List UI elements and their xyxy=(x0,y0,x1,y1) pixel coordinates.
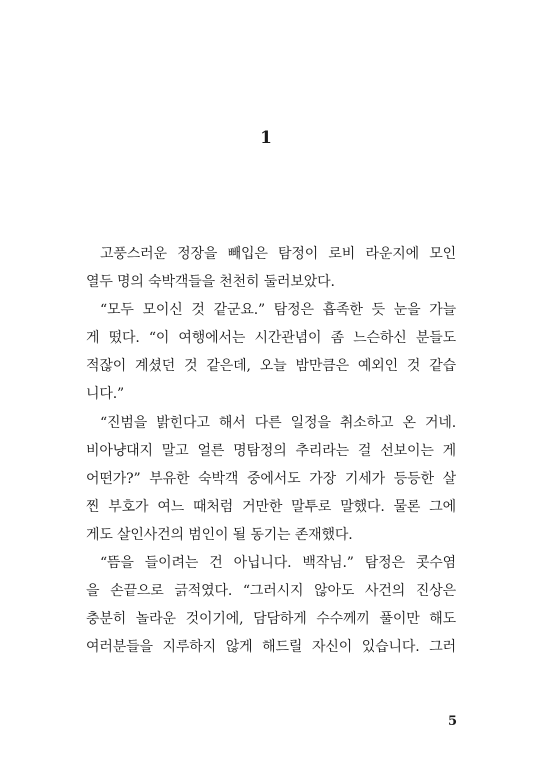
text-line: 게도 살인사건의 범인이 될 동기는 존재했다. xyxy=(86,526,353,543)
text-line: 여러분들을 지루하지 않게 해드릴 자신이 있습니다. 그러 xyxy=(86,639,456,656)
text-line: 비아냥대지 말고 얼른 명탐정의 추리라는 걸 선보이는 게 xyxy=(86,442,456,459)
text-line: 니다.” xyxy=(86,386,125,403)
text-line: 찐 부호가 여느 때처럼 거만한 말투로 말했다. 물론 그에 xyxy=(86,498,456,515)
text-line: “뜸을 들이려는 건 아닙니다. 백작님.” 탐정은 콧수염 xyxy=(100,555,456,572)
text-line: 열두 명의 숙박객들을 천천히 둘러보았다. xyxy=(86,274,335,291)
text-line: 어떤가?” 부유한 숙박객 중에서도 가장 기세가 등등한 살 xyxy=(86,470,456,487)
chapter-number: 1 xyxy=(260,128,273,148)
page-number: 5 xyxy=(447,714,457,729)
text-line: 고풍스러운 정장을 빼입은 탐정이 로비 라운지에 모인 xyxy=(100,246,456,262)
body-text xyxy=(86,240,456,661)
text-line: 적잖이 계셨던 것 같은데, 오늘 밤만큼은 예외인 것 같습 xyxy=(86,358,456,375)
text-line: “진범을 밝힌다고 해서 다른 일정을 취소하고 온 거네. xyxy=(100,414,456,431)
text-line: 을 손끝으로 긁적였다. “그러시지 않아도 사건의 진상은 xyxy=(86,583,456,600)
text-line: 충분히 놀라운 것이기에, 담담하게 수수께끼 풀이만 해도 xyxy=(86,611,456,628)
text-line: 게 떴다. “이 여행에서는 시간관념이 좀 느슨하신 분들도 xyxy=(86,330,456,347)
text-line: “모두 모이신 것 같군요.” 탐정은 흡족한 듯 눈을 가늘 xyxy=(100,302,456,319)
